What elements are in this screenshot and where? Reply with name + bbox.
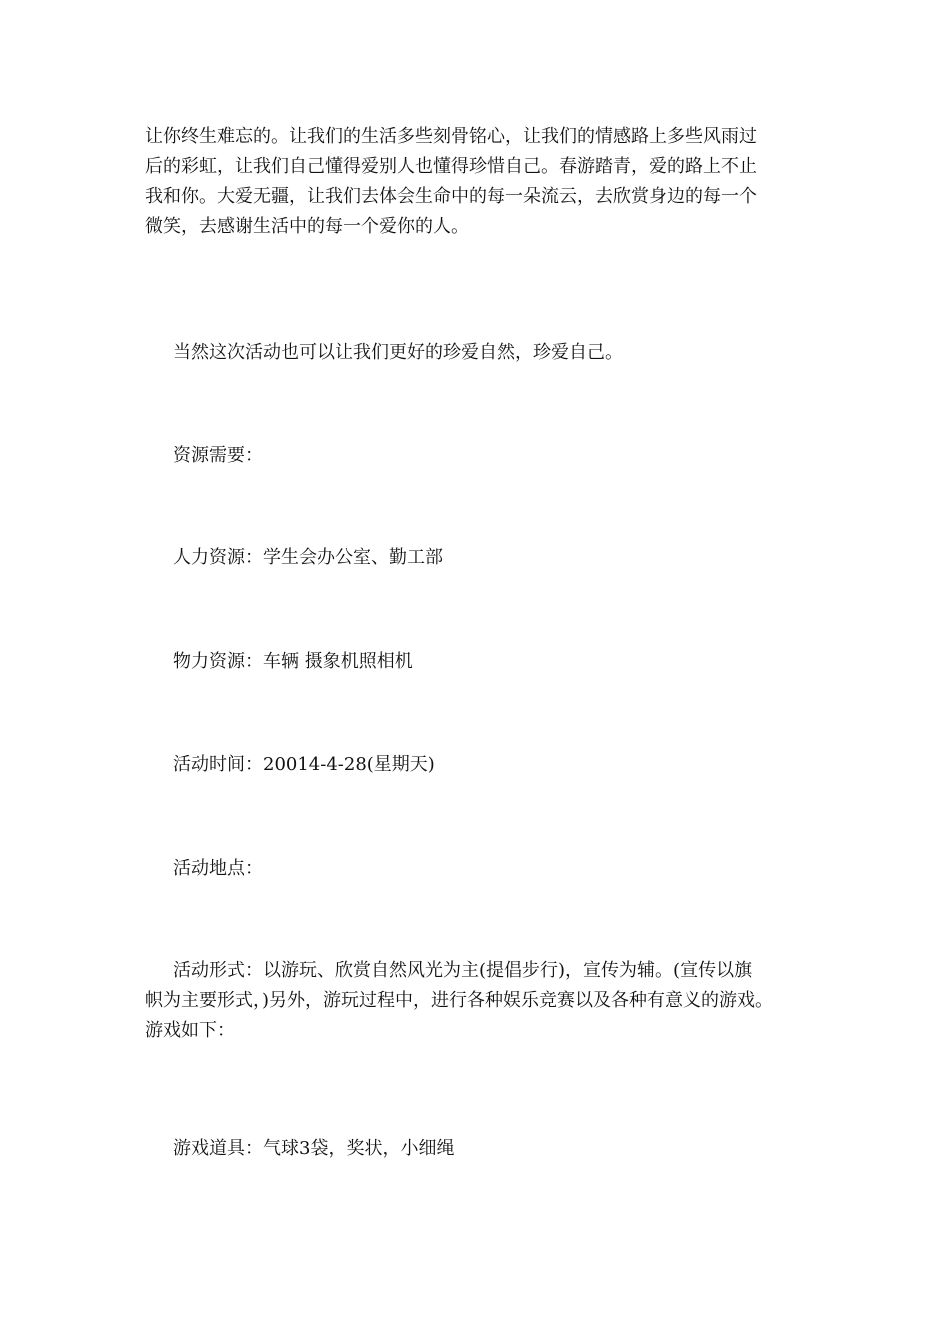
text-line: 活动时间：20014-4-28(星期天) (173, 754, 435, 775)
paragraph-game-props (145, 1134, 825, 1164)
paragraph-activity-form (145, 956, 825, 1046)
text-line: 让你终生难忘的。让我们的生活多些刻骨铭心，让我们的情感路上多些风雨过 (145, 126, 757, 147)
text-line: 游戏如下： (145, 1020, 235, 1041)
paragraph-activity-location (145, 854, 825, 884)
paragraph-resources-heading (145, 441, 825, 471)
text-line: 人力资源：学生会办公室、勤工部 (173, 547, 443, 568)
paragraph-activity-time (145, 750, 825, 780)
text-line: 当然这次活动也可以让我们更好的珍爱自然，珍爱自己。 (173, 342, 623, 363)
paragraph-material-resources (145, 647, 825, 677)
text-line: 微笑，去感谢生活中的每一个爱你的人。 (145, 216, 469, 237)
paragraph-human-resources (145, 543, 825, 573)
text-line: 游戏道具：气球3袋，奖状，小细绳 (173, 1138, 455, 1159)
text-line: 我和你。大爱无疆，让我们去体会生命中的每一朵流云，去欣赏身边的每一个 (145, 186, 757, 207)
paragraph-intro-continuation (145, 122, 825, 242)
text-line: 物力资源：车辆 摄象机照相机 (173, 651, 413, 672)
paragraph-nature-love (145, 338, 825, 368)
text-line: 活动地点： (173, 858, 263, 879)
section-heading: 资源需要： (173, 445, 263, 466)
text-line: 帜为主要形式，)另外，游玩过程中，进行各种娱乐竞赛以及各种有意义的游戏。 (145, 990, 774, 1011)
text-line: 后的彩虹，让我们自己懂得爱别人也懂得珍惜自己。春游踏青，爱的路上不止 (145, 156, 757, 177)
text-line: 活动形式：以游玩、欣赏自然风光为主(提倡步行)，宣传为辅。(宣传以旗 (173, 960, 753, 981)
